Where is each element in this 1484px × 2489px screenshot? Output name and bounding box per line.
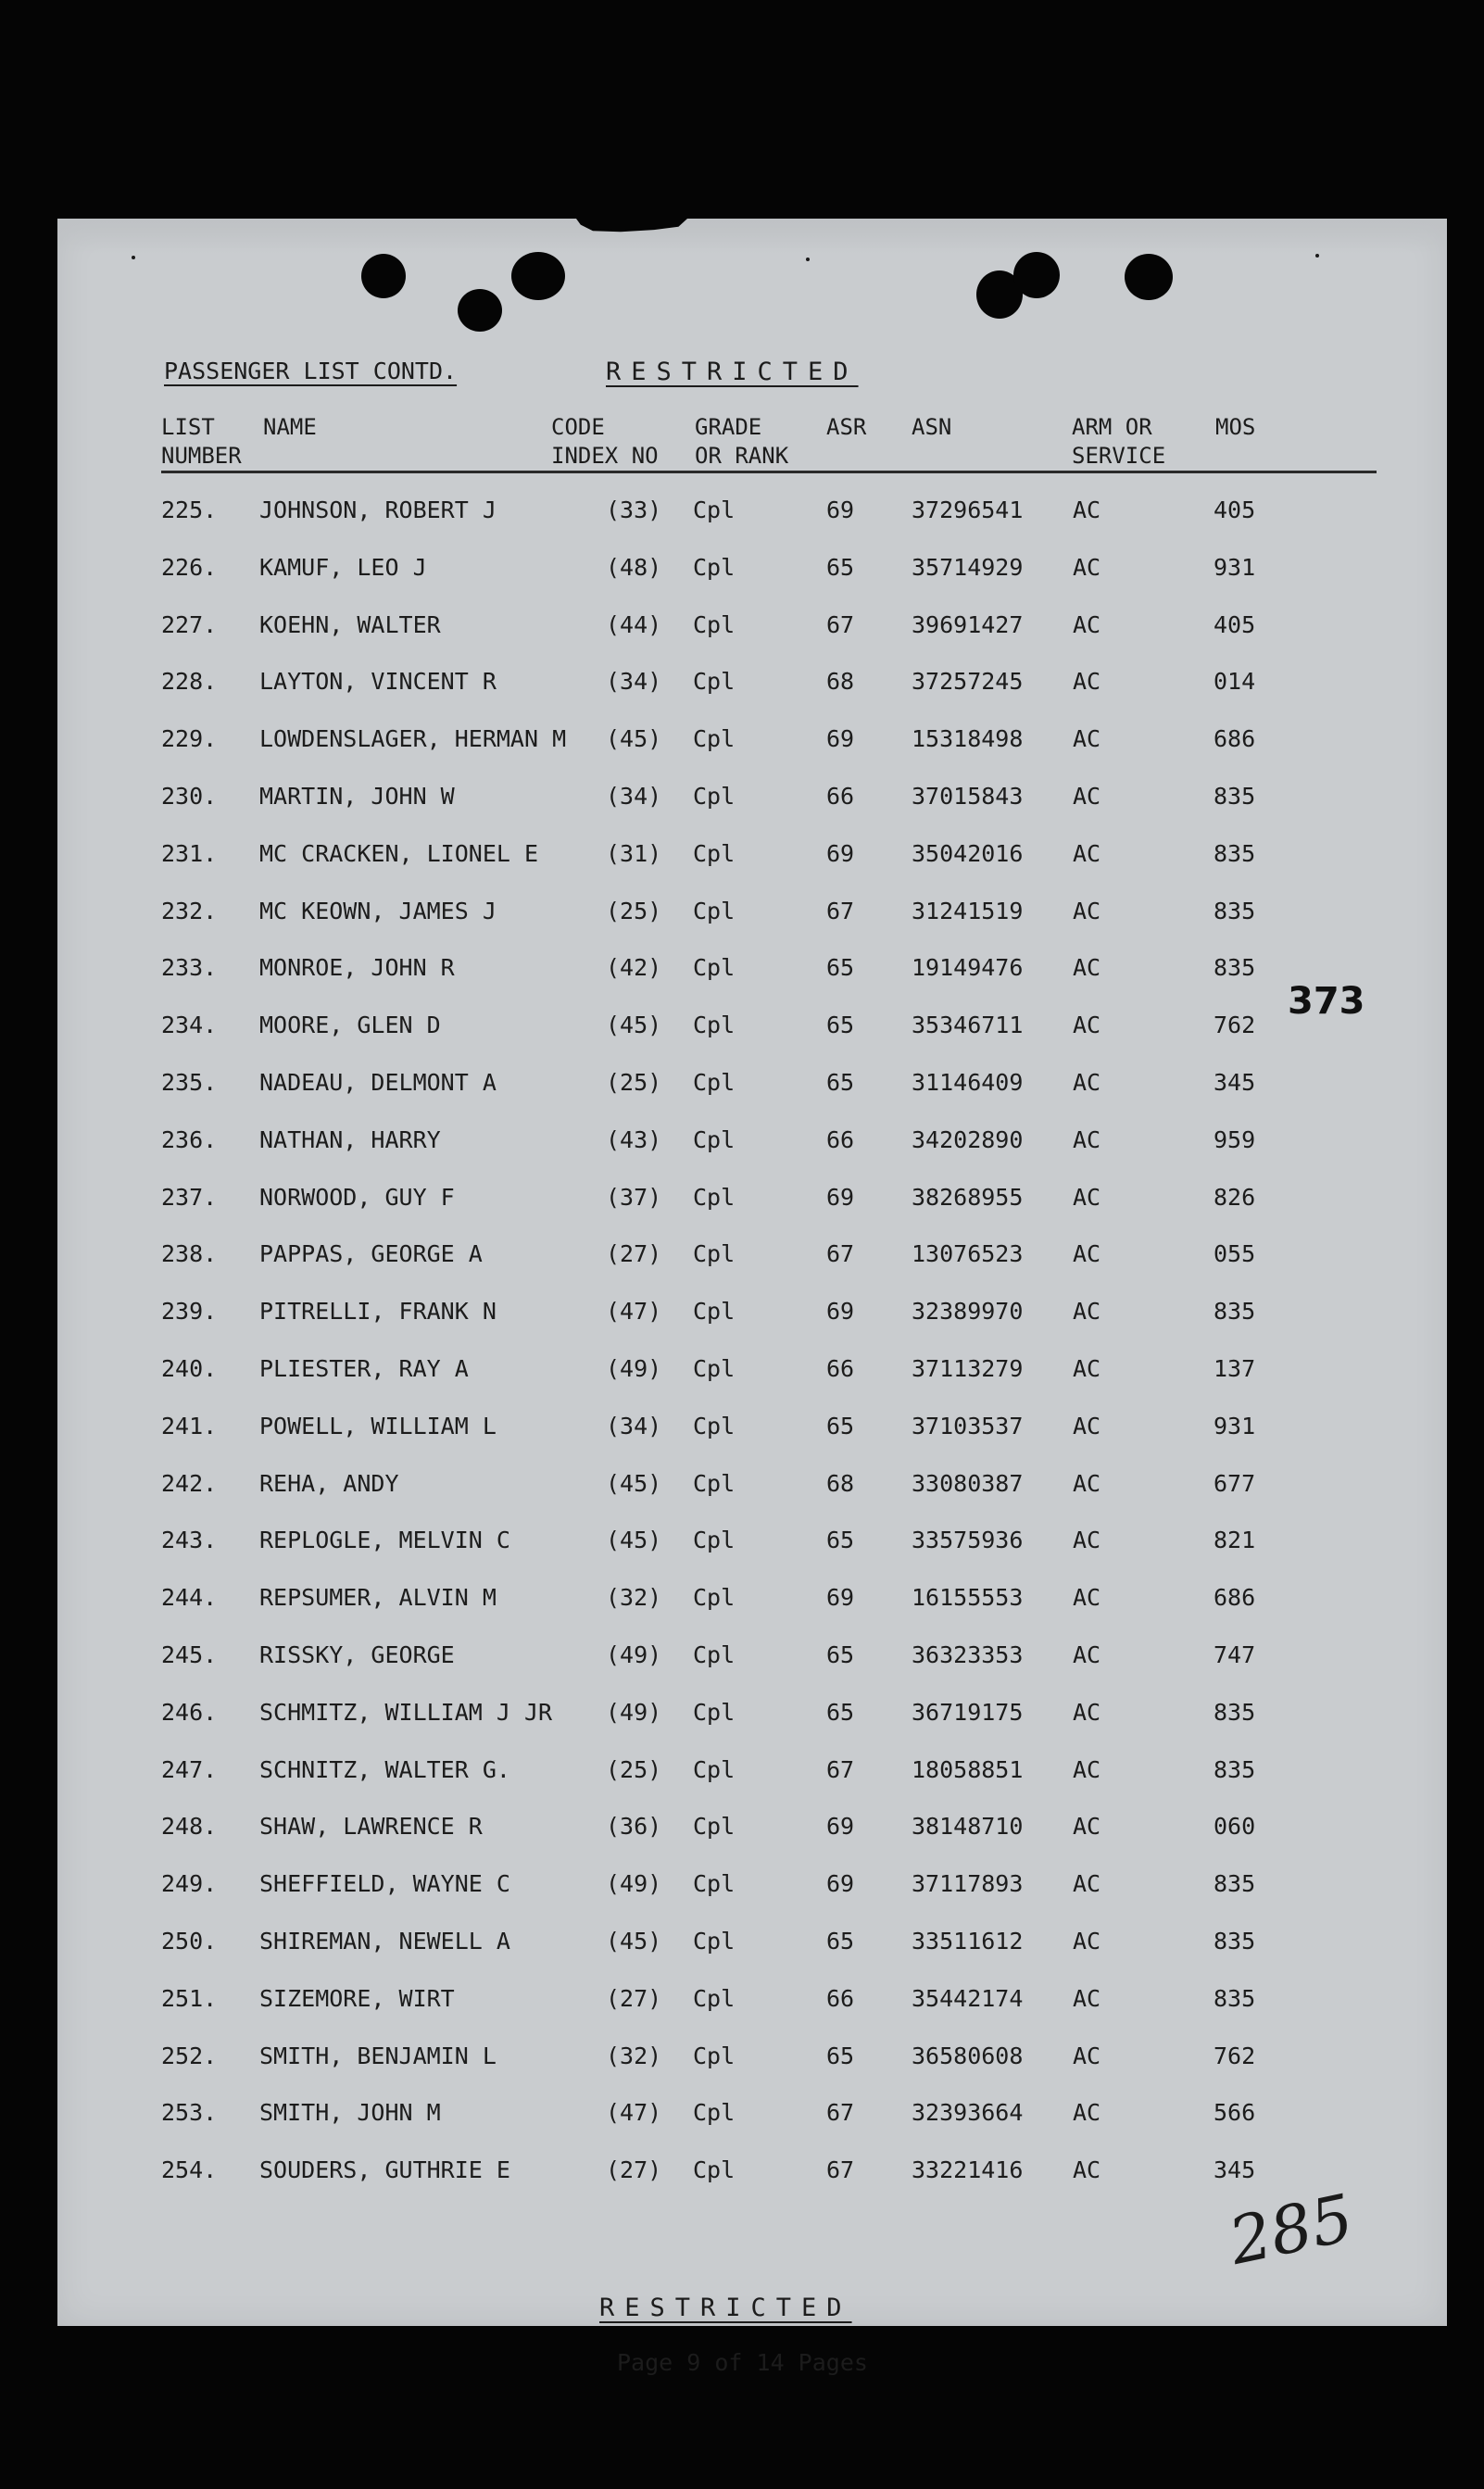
asr-score: 66 [826, 1125, 855, 1153]
list-number: 249. [161, 1870, 218, 1898]
grade-rank: Cpl [693, 1069, 736, 1096]
asr-score: 69 [826, 1584, 855, 1612]
grade-rank: Cpl [693, 497, 736, 523]
table-row [57, 1012, 1447, 1049]
arm-service: AC [1073, 2042, 1101, 2069]
mos-code: 747 [1214, 1641, 1256, 1668]
grade-rank: Cpl [693, 1755, 736, 1783]
mos-code: 566 [1214, 2099, 1256, 2127]
list-number: 232. [161, 897, 218, 924]
grade-rank: Cpl [693, 954, 736, 982]
table-row [57, 1870, 1447, 1907]
list-number: 229. [161, 725, 218, 753]
mos-code: 405 [1214, 497, 1256, 523]
table-row [57, 1413, 1447, 1450]
army-serial-number: 36580608 [912, 2042, 1024, 2069]
grade-rank: Cpl [693, 1584, 736, 1612]
punch-hole [361, 254, 406, 298]
list-number: 238. [161, 1240, 218, 1268]
mos-code: 055 [1214, 1240, 1256, 1268]
arm-service: AC [1073, 553, 1101, 581]
list-number: 241. [161, 1412, 218, 1439]
list-number: 250. [161, 1928, 218, 1955]
table-row [57, 725, 1447, 762]
army-serial-number: 31146409 [912, 1069, 1024, 1096]
table-row [57, 1756, 1447, 1793]
list-title: PASSENGER LIST CONTD. [164, 358, 458, 384]
mos-code: 762 [1214, 1012, 1256, 1039]
list-number: 235. [161, 1069, 218, 1096]
army-serial-number: 33080387 [912, 1469, 1024, 1497]
list-number: 236. [161, 1125, 218, 1153]
arm-service: AC [1073, 839, 1101, 867]
table-row [57, 1240, 1447, 1277]
col-grade: GRADE OR RANK [695, 414, 789, 469]
army-serial-number: 35042016 [912, 839, 1024, 867]
arm-service: AC [1073, 1240, 1101, 1268]
army-serial-number: 39691427 [912, 610, 1024, 638]
code-index: (25) [606, 1755, 662, 1783]
passenger-name: NATHAN, HARRY [259, 1125, 441, 1153]
asr-score: 66 [826, 783, 855, 810]
table-row [57, 1470, 1447, 1507]
army-serial-number: 32389970 [912, 1298, 1024, 1326]
code-index: (25) [606, 1069, 662, 1096]
mos-code: 835 [1214, 1755, 1256, 1783]
punch-hole [458, 289, 502, 332]
grade-rank: Cpl [693, 1870, 736, 1898]
table-row [57, 554, 1447, 591]
code-index: (31) [606, 839, 662, 867]
mos-code: 835 [1214, 1870, 1256, 1898]
army-serial-number: 33575936 [912, 1527, 1024, 1554]
code-index: (27) [606, 2156, 662, 2184]
code-index: (34) [606, 668, 662, 696]
table-row [57, 611, 1447, 648]
mos-code: 835 [1214, 1928, 1256, 1955]
table-row [57, 1069, 1447, 1106]
asr-score: 67 [826, 610, 855, 638]
asr-score: 65 [826, 1069, 855, 1096]
code-index: (45) [606, 1527, 662, 1554]
passenger-name: LAYTON, VINCENT R [259, 668, 497, 696]
page-number: Page 9 of 14 Pages [617, 2349, 868, 2376]
passenger-name: MC CRACKEN, LIONEL E [259, 839, 539, 867]
army-serial-number: 33221416 [912, 2156, 1024, 2184]
asr-score: 65 [826, 1412, 855, 1439]
list-number: 244. [161, 1584, 218, 1612]
list-number: 239. [161, 1298, 218, 1326]
mos-code: 762 [1214, 2042, 1256, 2069]
code-index: (34) [606, 783, 662, 810]
army-serial-number: 18058851 [912, 1755, 1024, 1783]
grade-rank: Cpl [693, 725, 736, 753]
table-row [57, 1584, 1447, 1621]
asr-score: 69 [826, 839, 855, 867]
passenger-name: LOWDENSLAGER, HERMAN M [259, 725, 567, 753]
list-number: 228. [161, 668, 218, 696]
passenger-name: MOORE, GLEN D [259, 1012, 441, 1039]
table-row [57, 2043, 1447, 2080]
code-index: (45) [606, 1469, 662, 1497]
passenger-name: SMITH, BENJAMIN L [259, 2042, 497, 2069]
grade-rank: Cpl [693, 1698, 736, 1726]
grade-rank: Cpl [693, 1298, 736, 1326]
arm-service: AC [1073, 1298, 1101, 1326]
code-index: (49) [606, 1355, 662, 1382]
asr-score: 69 [826, 1298, 855, 1326]
arm-service: AC [1073, 1755, 1101, 1783]
mos-code: 835 [1214, 1298, 1256, 1326]
list-number: 247. [161, 1755, 218, 1783]
mos-code: 686 [1214, 1584, 1256, 1612]
table-row [57, 1928, 1447, 1965]
speck [1315, 254, 1319, 258]
passenger-name: MARTIN, JOHN W [259, 783, 455, 810]
table-row [57, 1813, 1447, 1850]
passenger-name: SHAW, LAWRENCE R [259, 1813, 483, 1841]
handwritten-number: 285 [1222, 2180, 1360, 2280]
mos-code: 835 [1214, 897, 1256, 924]
asr-score: 65 [826, 1527, 855, 1554]
asr-score: 65 [826, 1698, 855, 1726]
army-serial-number: 38268955 [912, 1183, 1024, 1211]
list-number: 231. [161, 839, 218, 867]
grade-rank: Cpl [693, 1412, 736, 1439]
passenger-name: SIZEMORE, WIRT [259, 1984, 455, 2012]
header-rule [161, 471, 1377, 473]
code-index: (37) [606, 1183, 662, 1211]
passenger-name: MONROE, JOHN R [259, 954, 455, 982]
arm-service: AC [1073, 1527, 1101, 1554]
asr-score: 65 [826, 2042, 855, 2069]
grade-rank: Cpl [693, 839, 736, 867]
list-number: 243. [161, 1527, 218, 1554]
passenger-name: SCHNITZ, WALTER G. [259, 1755, 510, 1783]
asr-score: 67 [826, 2156, 855, 2184]
col-name: NAME [263, 414, 317, 440]
list-number: 253. [161, 2099, 218, 2127]
code-index: (42) [606, 954, 662, 982]
punch-hole [511, 252, 565, 300]
stamp-number: 373 [1288, 980, 1365, 1023]
table-row [57, 1527, 1447, 1564]
grade-rank: Cpl [693, 1928, 736, 1955]
asr-score: 65 [826, 1641, 855, 1668]
arm-service: AC [1073, 1469, 1101, 1497]
col-asr: ASR [826, 414, 867, 440]
code-index: (27) [606, 1240, 662, 1268]
army-serial-number: 19149476 [912, 954, 1024, 982]
asr-score: 65 [826, 954, 855, 982]
col-asn: ASN [912, 414, 952, 440]
code-index: (33) [606, 497, 662, 523]
mos-code: 835 [1214, 954, 1256, 982]
code-index: (32) [606, 2042, 662, 2069]
code-index: (43) [606, 1125, 662, 1153]
table-row [57, 1298, 1447, 1335]
code-index: (45) [606, 1012, 662, 1039]
grade-rank: Cpl [693, 1984, 736, 2012]
grade-rank: Cpl [693, 1527, 736, 1554]
army-serial-number: 38148710 [912, 1813, 1024, 1841]
grade-rank: Cpl [693, 610, 736, 638]
grade-rank: Cpl [693, 897, 736, 924]
grade-rank: Cpl [693, 1813, 736, 1841]
asr-score: 66 [826, 1355, 855, 1382]
list-number: 240. [161, 1355, 218, 1382]
arm-service: AC [1073, 1584, 1101, 1612]
asr-score: 65 [826, 1928, 855, 1955]
mos-code: 677 [1214, 1469, 1256, 1497]
army-serial-number: 36719175 [912, 1698, 1024, 1726]
grade-rank: Cpl [693, 1641, 736, 1668]
passenger-name: SMITH, JOHN M [259, 2099, 441, 2127]
arm-service: AC [1073, 783, 1101, 810]
passenger-name: PAPPAS, GEORGE A [259, 1240, 483, 1268]
passenger-name: SCHMITZ, WILLIAM J JR [259, 1698, 553, 1726]
army-serial-number: 13076523 [912, 1240, 1024, 1268]
army-serial-number: 37296541 [912, 497, 1024, 523]
army-serial-number: 16155553 [912, 1584, 1024, 1612]
army-serial-number: 32393664 [912, 2099, 1024, 2127]
passenger-name: KOEHN, WALTER [259, 610, 441, 638]
code-index: (45) [606, 1928, 662, 1955]
mos-code: 345 [1214, 1069, 1256, 1096]
arm-service: AC [1073, 1412, 1101, 1439]
table-row [57, 954, 1447, 991]
army-serial-number: 36323353 [912, 1641, 1024, 1668]
army-serial-number: 35346711 [912, 1012, 1024, 1039]
list-number: 242. [161, 1469, 218, 1497]
asr-score: 68 [826, 1469, 855, 1497]
table-row [57, 1985, 1447, 2022]
arm-service: AC [1073, 1069, 1101, 1096]
passenger-name: JOHNSON, ROBERT J [259, 497, 497, 523]
passenger-name: SHIREMAN, NEWELL A [259, 1928, 510, 1955]
classification-footer: RESTRICTED [599, 2294, 852, 2322]
army-serial-number: 34202890 [912, 1125, 1024, 1153]
arm-service: AC [1073, 2099, 1101, 2127]
asr-score: 69 [826, 497, 855, 523]
table-row [57, 497, 1447, 534]
list-number: 252. [161, 2042, 218, 2069]
passenger-name: REHA, ANDY [259, 1469, 399, 1497]
document-page [57, 219, 1447, 2376]
asr-score: 67 [826, 1240, 855, 1268]
mos-code: 835 [1214, 1984, 1256, 2012]
mos-code: 345 [1214, 2156, 1256, 2184]
army-serial-number: 37103537 [912, 1412, 1024, 1439]
army-serial-number: 37117893 [912, 1870, 1024, 1898]
grade-rank: Cpl [693, 1240, 736, 1268]
arm-service: AC [1073, 1870, 1101, 1898]
table-row [57, 1355, 1447, 1392]
passenger-name: NORWOOD, GUY F [259, 1183, 455, 1211]
arm-service: AC [1073, 1641, 1101, 1668]
table-row [57, 2099, 1447, 2136]
code-index: (47) [606, 1298, 662, 1326]
grade-rank: Cpl [693, 668, 736, 696]
mos-code: 405 [1214, 610, 1256, 638]
asr-score: 67 [826, 897, 855, 924]
code-index: (44) [606, 610, 662, 638]
army-serial-number: 33511612 [912, 1928, 1024, 1955]
grade-rank: Cpl [693, 1012, 736, 1039]
table-row [57, 898, 1447, 935]
table-row [57, 840, 1447, 877]
punch-hole [1125, 254, 1173, 300]
arm-service: AC [1073, 1125, 1101, 1153]
speck [806, 258, 810, 261]
list-number: 237. [161, 1183, 218, 1211]
list-number: 230. [161, 783, 218, 810]
arm-service: AC [1073, 1698, 1101, 1726]
army-serial-number: 37257245 [912, 668, 1024, 696]
asr-score: 69 [826, 1870, 855, 1898]
col-list-number: LIST NUMBER [161, 414, 242, 469]
code-index: (49) [606, 1698, 662, 1726]
list-number: 248. [161, 1813, 218, 1841]
mos-code: 835 [1214, 839, 1256, 867]
classification-header: RESTRICTED [606, 358, 859, 386]
table-row [57, 1641, 1447, 1678]
mos-code: 821 [1214, 1527, 1256, 1554]
grade-rank: Cpl [693, 2156, 736, 2184]
list-number: 251. [161, 1984, 218, 2012]
mos-code: 060 [1214, 1813, 1256, 1841]
code-index: (48) [606, 553, 662, 581]
arm-service: AC [1073, 725, 1101, 753]
table-row [57, 1184, 1447, 1221]
army-serial-number: 37113279 [912, 1355, 1024, 1382]
arm-service: AC [1073, 1813, 1101, 1841]
table-row [57, 668, 1447, 705]
passenger-name: SOUDERS, GUTHRIE E [259, 2156, 510, 2184]
passenger-name: RISSKY, GEORGE [259, 1641, 455, 1668]
arm-service: AC [1073, 1928, 1101, 1955]
grade-rank: Cpl [693, 783, 736, 810]
passenger-name: POWELL, WILLIAM L [259, 1412, 497, 1439]
table-row [57, 1699, 1447, 1736]
passenger-name: SHEFFIELD, WAYNE C [259, 1870, 510, 1898]
passenger-name: REPLOGLE, MELVIN C [259, 1527, 510, 1554]
code-index: (49) [606, 1870, 662, 1898]
list-number: 227. [161, 610, 218, 638]
code-index: (34) [606, 1412, 662, 1439]
list-number: 246. [161, 1698, 218, 1726]
list-number: 245. [161, 1641, 218, 1668]
code-index: (45) [606, 725, 662, 753]
grade-rank: Cpl [693, 2099, 736, 2127]
asr-score: 65 [826, 1012, 855, 1039]
asr-score: 69 [826, 1183, 855, 1211]
passenger-name: REPSUMER, ALVIN M [259, 1584, 497, 1612]
code-index: (32) [606, 1584, 662, 1612]
table-row [57, 2156, 1447, 2194]
col-mos: MOS [1215, 414, 1256, 440]
table-row [57, 1126, 1447, 1163]
army-serial-number: 15318498 [912, 725, 1024, 753]
code-index: (36) [606, 1813, 662, 1841]
list-number: 226. [161, 553, 218, 581]
asr-score: 69 [826, 1813, 855, 1841]
asr-score: 66 [826, 1984, 855, 2012]
arm-service: AC [1073, 1012, 1101, 1039]
grade-rank: Cpl [693, 1183, 736, 1211]
grade-rank: Cpl [693, 1355, 736, 1382]
passenger-name: NADEAU, DELMONT A [259, 1069, 497, 1096]
arm-service: AC [1073, 954, 1101, 982]
passenger-name: MC KEOWN, JAMES J [259, 897, 497, 924]
mos-code: 835 [1214, 1698, 1256, 1726]
army-serial-number: 35714929 [912, 553, 1024, 581]
asr-score: 68 [826, 668, 855, 696]
passenger-name: PLIESTER, RAY A [259, 1355, 469, 1382]
arm-service: AC [1073, 610, 1101, 638]
arm-service: AC [1073, 1355, 1101, 1382]
col-code-index: CODE INDEX NO [551, 414, 659, 469]
asr-score: 67 [826, 1755, 855, 1783]
code-index: (27) [606, 1984, 662, 2012]
grade-rank: Cpl [693, 1125, 736, 1153]
list-number: 234. [161, 1012, 218, 1039]
army-serial-number: 35442174 [912, 1984, 1024, 2012]
arm-service: AC [1073, 497, 1101, 523]
asr-score: 69 [826, 725, 855, 753]
mos-code: 959 [1214, 1125, 1256, 1153]
grade-rank: Cpl [693, 1469, 736, 1497]
passenger-name: KAMUF, LEO J [259, 553, 427, 581]
passenger-name: PITRELLI, FRANK N [259, 1298, 497, 1326]
list-number: 225. [161, 497, 218, 523]
mos-code: 826 [1214, 1183, 1256, 1211]
table-row [57, 783, 1447, 820]
mos-code: 014 [1214, 668, 1256, 696]
speck [132, 256, 135, 259]
army-serial-number: 31241519 [912, 897, 1024, 924]
mos-code: 835 [1214, 783, 1256, 810]
arm-service: AC [1073, 2156, 1101, 2184]
arm-service: AC [1073, 1183, 1101, 1211]
code-index: (25) [606, 897, 662, 924]
asr-score: 67 [826, 2099, 855, 2127]
list-number: 254. [161, 2156, 218, 2184]
arm-service: AC [1073, 668, 1101, 696]
code-index: (47) [606, 2099, 662, 2127]
torn-edge [576, 219, 687, 239]
arm-service: AC [1073, 897, 1101, 924]
mos-code: 931 [1214, 1412, 1256, 1439]
mos-code: 686 [1214, 725, 1256, 753]
asr-score: 65 [826, 553, 855, 581]
grade-rank: Cpl [693, 553, 736, 581]
mos-code: 137 [1214, 1355, 1256, 1382]
col-arm-service: ARM OR SERVICE [1072, 414, 1166, 469]
army-serial-number: 37015843 [912, 783, 1024, 810]
mos-code: 931 [1214, 553, 1256, 581]
code-index: (49) [606, 1641, 662, 1668]
grade-rank: Cpl [693, 2042, 736, 2069]
list-number: 233. [161, 954, 218, 982]
punch-hole [1013, 252, 1060, 298]
arm-service: AC [1073, 1984, 1101, 2012]
